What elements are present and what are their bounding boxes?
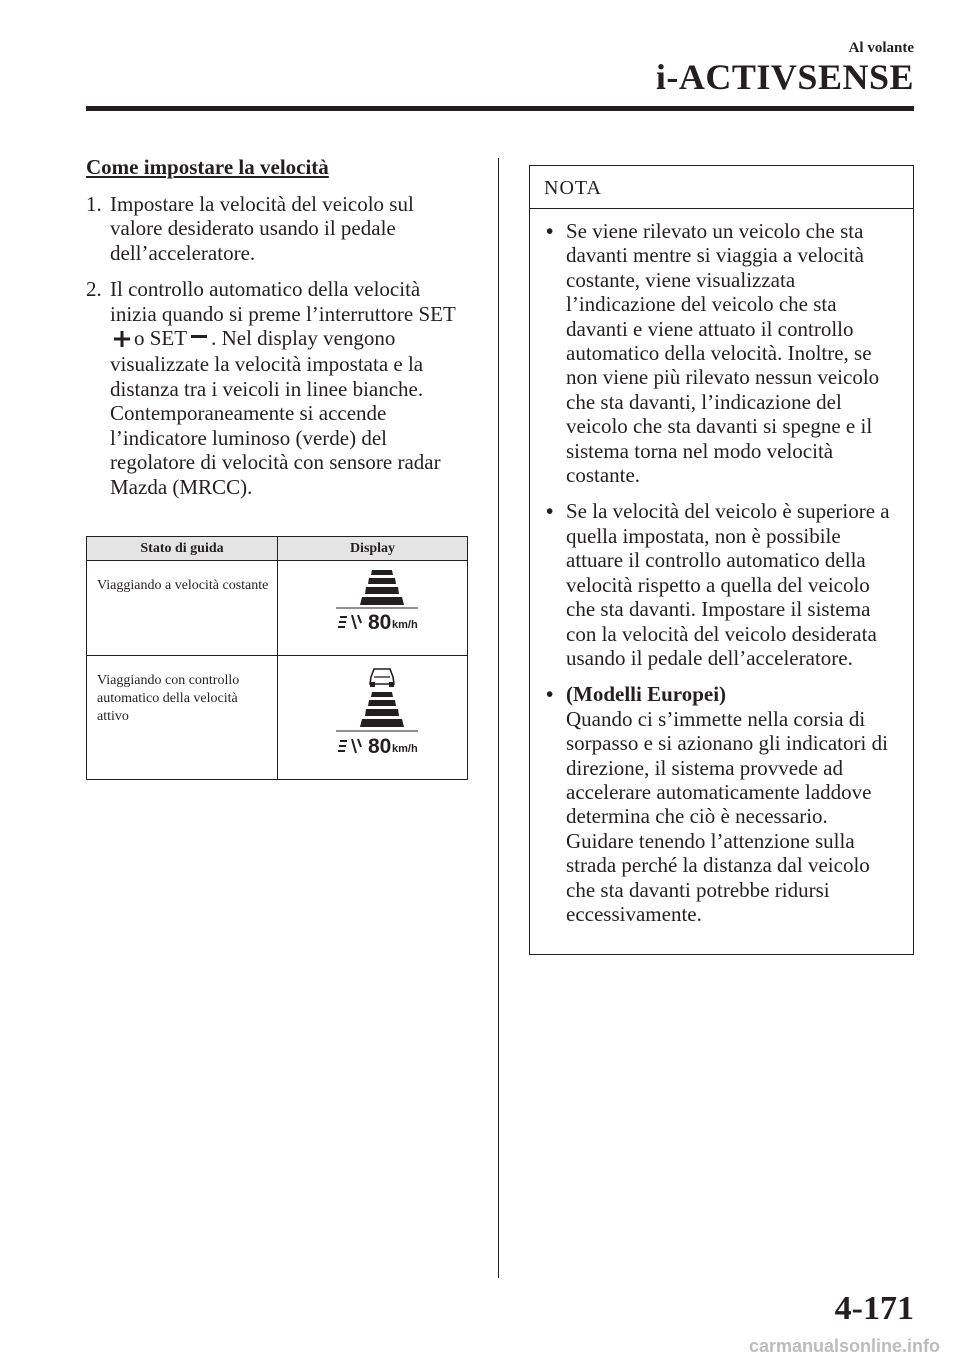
- header-rule: [86, 106, 914, 111]
- minus-icon: [191, 328, 207, 353]
- note-text: Quando ci s’immette nella corsia di sorpasso e si azionano gli indicatori di direzione, il sistema provvede ad accelerare automaticamente laddove determina che ciò è necessario. Guidare tenendo l’attenzione sulla strada perché la distanza dal veicolo che sta davanti potrebbe ridursi eccessivamente.: [566, 706, 888, 926]
- set-speed-value: 80: [368, 611, 392, 634]
- speed-unit: km/h: [392, 743, 418, 755]
- table-cell-display: [278, 656, 468, 780]
- note-text-wrapper: [566, 682, 899, 926]
- table-header-state: Stato di guida: [87, 537, 278, 561]
- note-item: [546, 219, 899, 487]
- note-item: [546, 682, 899, 926]
- table-row: [87, 656, 468, 780]
- step-number: 1.: [86, 191, 102, 216]
- note-subheading: (Modelli Europei): [566, 682, 727, 707]
- step-text: [110, 277, 470, 499]
- note-box: [529, 165, 914, 955]
- step-text-part: Il controllo automatico della velocità inizia quando si preme l’interruttore SET: [110, 277, 456, 326]
- note-title: NOTA: [530, 166, 913, 209]
- table-header-display: Display: [278, 537, 468, 561]
- note-text: Se la velocità del veicolo è superiore a quella impostata, non è possibile attuare il controllo automatico della velocità rispetto a quella del veicolo che sta davanti. Impostare il sistema con la velocità del veicolo desiderata usando il pedale dell’acceleratore.: [566, 499, 890, 670]
- step-1: [86, 192, 470, 266]
- speed-unit: km/h: [392, 619, 418, 631]
- plus-icon: [114, 328, 130, 353]
- bullet: •: [546, 499, 554, 524]
- radar-cruise-icon: [338, 737, 362, 757]
- left-column: [86, 155, 470, 511]
- table-cell-condition: Viaggiando a velocità costante: [87, 561, 278, 656]
- column-divider: [498, 158, 499, 1278]
- step-text: Impostare la velocità del veicolo sul valore desiderato usando il pedale dell’acceleratore.: [110, 191, 414, 265]
- chapter-title: i-ACTIVSENSE: [655, 57, 914, 97]
- step-number: 2.: [86, 277, 102, 301]
- bullet: •: [546, 682, 554, 707]
- step-text-part: o SET: [134, 326, 188, 350]
- table-row: [87, 561, 468, 656]
- step-2: [86, 277, 470, 499]
- driving-state-table: [86, 536, 468, 780]
- set-speed-value: 80: [368, 735, 392, 758]
- note-item: [546, 499, 899, 670]
- watermark: carmanualsonline.info: [748, 1336, 940, 1356]
- radar-cruise-icon: [338, 613, 362, 633]
- step-text-part: . Nel display vengono visualizzate la velocità impostata e la distanza tra i veicoli in linee bianche. Contemporaneamente si accende l’indicatore luminoso (verde) del regolatore di velocità con sensore radar Mazda (MRCC).: [110, 326, 441, 499]
- bullet: •: [546, 219, 554, 243]
- note-body: [530, 209, 913, 926]
- table-cell-display: [278, 561, 468, 656]
- page-number: 4-171: [834, 1290, 914, 1327]
- section-heading: Come impostare la velocità: [86, 155, 329, 179]
- table-cell-condition: Viaggiando con controllo automatico della velocità attivo: [87, 656, 278, 780]
- note-text: Se viene rilevato un veicolo che sta davanti mentre si viaggia a velocità costante, viene visualizzata l’indicazione del veicolo che sta davanti e viene attuato il controllo automatico della velocità. Inoltre, se non viene più rilevato nessun veicolo che sta davanti, l’indicazione del veicolo che sta davanti si spegne e il sistema torna nel modo velocità costante.: [566, 219, 880, 488]
- section-label: Al volante: [848, 40, 914, 56]
